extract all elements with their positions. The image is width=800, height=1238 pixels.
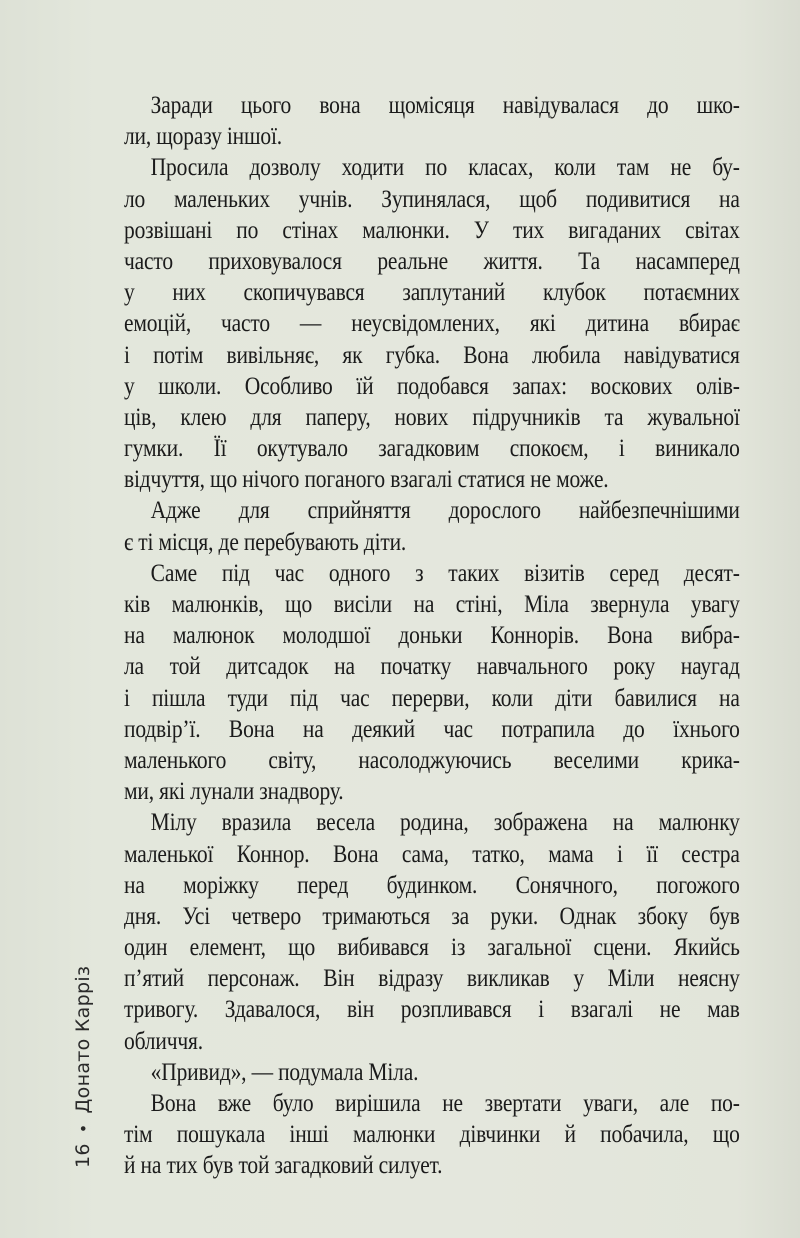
paragraph bbox=[124, 1088, 740, 1182]
text-line: п’ятий персонаж. Він відразу викликав у Міли неясну bbox=[124, 965, 740, 993]
text-line: ло маленьких учнів. Зупинялася, щоб подивитися на bbox=[124, 185, 740, 213]
text-line: на малюнок молодшої доньки Коннорів. Вона вибра- bbox=[124, 622, 740, 650]
text-line: Заради цього вона щомісяця навідувалася до шко- bbox=[150, 92, 740, 119]
text-line: у школи. Особливо їй подобався запах: воскових олів- bbox=[124, 372, 740, 400]
text-line: подвір’ї. Вона на деякий час потрапила до їхнього bbox=[124, 715, 740, 743]
text-line: обличчя. bbox=[124, 1027, 203, 1055]
text-line: у них скопичувався заплутаний клубок потаємних bbox=[124, 279, 740, 307]
text-line: дня. Усі четверо тримаються за руки. Однак збоку був bbox=[124, 902, 740, 930]
text-line: ли, щоразу іншої. bbox=[124, 123, 282, 151]
text-line: Мілу вразила весела родина, зображена на малюнку bbox=[150, 809, 740, 837]
text-line: і пішла туди під час перерви, коли діти бавилися на bbox=[124, 684, 740, 712]
paragraph bbox=[124, 558, 740, 808]
text-line: Вона вже було вирішила не звертати уваги, але по- bbox=[150, 1090, 740, 1117]
text-line: й на тих був той загадковий силует. bbox=[124, 1152, 443, 1180]
text-line: ми, які лунали знадвору. bbox=[124, 778, 344, 806]
paragraph bbox=[124, 807, 740, 1057]
text-line: «Привид», — подумала Міла. bbox=[150, 1058, 419, 1086]
text-line: маленького світу, насолоджуючись веселими крика- bbox=[124, 746, 740, 774]
text-line: відчуття, що нічого поганого взагалі статися не може. bbox=[124, 466, 609, 494]
text-line: емоцій, часто — неусвідомлених, які дитина вбирає bbox=[124, 310, 740, 338]
text-line: ла той дитсадок на початку навчального року наугад bbox=[124, 653, 740, 681]
body-text bbox=[124, 90, 740, 1182]
text-line: Адже для сприйняття дорослого найбезпечнішими bbox=[150, 497, 740, 525]
page-number: 16 bbox=[72, 1143, 94, 1168]
running-head bbox=[72, 966, 94, 1168]
paragraph bbox=[124, 1057, 740, 1088]
separator-bullet: • bbox=[73, 1123, 93, 1134]
text-line: є ті місця, де перебувають діти. bbox=[124, 528, 407, 556]
text-line: Просила дозволу ходити по класах, коли там не бу- bbox=[150, 154, 740, 182]
text-line: ків малюнків, що висіли на стіні, Міла звернула увагу bbox=[124, 591, 740, 618]
text-line: маленької Коннор. Вона сама, татко, мама і її сестра bbox=[124, 840, 740, 868]
paragraph bbox=[124, 152, 740, 495]
text-line: ців, клею для паперу, нових підручників та жувальної bbox=[124, 403, 740, 431]
text-line: один елемент, що вибивався із загальної сцени. Якийсь bbox=[124, 934, 740, 962]
text-line: тім пошукала інші малюнки дівчинки й побачила, що bbox=[124, 1121, 740, 1149]
text-line: гумки. Її окутувало загадковим спокоєм, і виникало bbox=[124, 435, 740, 463]
paragraph bbox=[124, 495, 740, 557]
text-line: і потім вивільняє, як губка. Вона любила навідуватися bbox=[124, 341, 740, 369]
author-name: Донато Карріз bbox=[72, 965, 94, 1114]
paragraph bbox=[124, 90, 740, 152]
text-line: часто приховувалося реальне життя. Та насамперед bbox=[124, 247, 740, 275]
text-line: Саме під час одного з таких візитів серед десят- bbox=[150, 559, 740, 587]
text-lines bbox=[124, 90, 740, 1182]
text-line: тривогу. Здавалося, він розпливався і взагалі не мав bbox=[124, 996, 740, 1024]
text-line: розвішані по стінах малюнки. У тих вигаданих світах bbox=[124, 216, 740, 244]
text-line: на моріжку перед будинком. Сонячного, погожого bbox=[124, 871, 740, 899]
